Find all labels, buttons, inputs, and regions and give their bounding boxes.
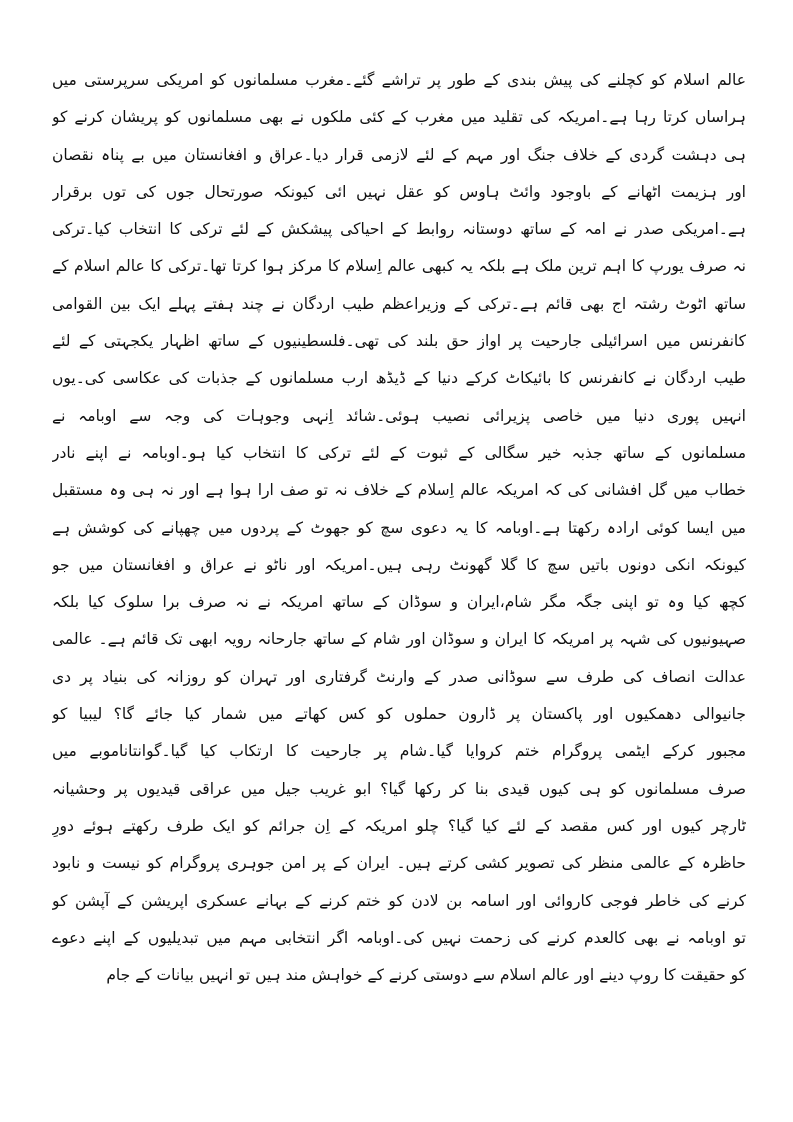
text-line: ٹارچر کیوں اور کس مقصد کے لئے کیا گیا؟ چلو امریکہ کے اِن جرائم کو ایک طرف رکھتے ہوئے دورِ <box>52 816 746 835</box>
text-line: طیب اردگان نے کانفرنس کا بائیکاٹ کرکے دنیا کے ڈیڈھ ارب مسلمانوں کے جذبات کی عکاسی کی۔یوں <box>52 369 746 388</box>
text-line: ہے۔امریکی صدر نے امہ کے ساتھ دوستانہ روابط کے احیاکی پیشکش کے لئے ترکی کا انتخاب کیا۔ترکی <box>52 220 746 239</box>
text-line: نہ صرف یورپ کا اہم ترین ملک ہے بلکہ یہ کبھی عالم اِسلام کا مرکز ہوا کرتا تھا۔ترکی کا عالم اسلام کے <box>52 257 746 276</box>
text-line: اور ہزیمت اٹھانے کے باوجود وائٹ ہاوس کو عقل نہیں ائی کیونکہ صورتحال جوں کی توں برقرار <box>52 182 746 201</box>
text-line: خطاب میں گل افشانی کی کہ امریکہ عالم اِسلام کے خلاف نہ تو صف ارا ہوا ہے اور نہ ہی وہ مستقبل <box>52 481 746 500</box>
text-line: جانیوالی دھمکیوں اور پاکستان پر ڈارون حملوں کو کس کھاتے میں شمار کیا جائے گا؟ لیبیا کو <box>52 705 746 724</box>
text-line: مجبور کرکے ایٹمی پروگرام ختم کروایا گیا۔شام پر جارحیت کا ارتکاب کیا گیا۔گوانتاناموبے میں <box>52 742 746 761</box>
text-line: میں ایسا کوئی ارادہ رکھتا ہے۔اوبامہ کا یہ دعوی سچ کو جھوٹ کے پردوں میں چھپانے کی کوشش ہے <box>52 518 746 537</box>
text-line: عالم اسلام کو کچلنے کی پیش بندی کے طور پر تراشے گئے۔مغرب مسلمانوں کو امریکی سرپرستی میں <box>52 71 746 89</box>
text-line: حاظرہ کے عالمی منظر کی تصویر کشی کرتے ہیں۔ ایران کے پر امن جوہری پروگرام کو نیست و نابود <box>52 854 746 873</box>
text-line: کانفرنس میں اسرائیلی جارحیت پر اواز حق بلند کی تھی۔فلسطینیوں کے ساتھ اظہار یکجہتی کے لئے <box>52 332 746 351</box>
text-line: ہی دہشت گردی کے خلاف جنگ اور مہم کے لئے لازمی قرار دیا۔عراق و افغانستان میں بے پناہ نقصان <box>52 145 746 164</box>
text-line: صرف مسلمانوں کو ہی کیوں قیدی بنا کر رکھا گیا؟ ابو غریب جیل میں عراقی قیدیوں پر وحشیانہ <box>52 779 746 798</box>
text-line: انہیں پوری دنیا میں خاصی پزیرائی نصیب ہوئی۔شائد اِنہی وجوہات کی وجہ سے اوبامہ نے <box>52 406 746 425</box>
article-body <box>52 62 746 994</box>
text-line: ساتھ اٹوٹ رشتہ اج بھی قائم ہے۔ترکی کے وزیراعظم طیب اردگان نے چند ہفتے پہلے ایک بین القوامی <box>52 294 746 313</box>
text-line: کچھ کیا وہ تو اپنی جگہ مگر شام،ایران و سوڈان کے ساتھ امریکہ نے نہ صرف برا سلوک کیا بلکہ <box>52 593 746 612</box>
text-line: کرنے کی خاطر فوجی کاروائی اور اسامہ بن لادن کو ختم کرنے کے بہانے عسکری اپریشن کے آپشن کو <box>52 891 746 910</box>
text-line: کیونکہ انکی دونوں باتیں سچ کا گلا گھونٹ رہی ہیں۔امریکہ اور ناٹو نے عراق و افغانستان میں جو <box>52 555 746 574</box>
text-line: تو اوبامہ نے بھی کالعدم کرنے کی زحمت نہیں کی۔اوبامہ اگر انتخابی مہم میں تبدیلیوں کے اپنے دعوے <box>52 928 746 947</box>
text-line: صہیونیوں کی شہہ پر امریکہ کا ایران و سوڈان اور شام کے ساتھ جارحانہ رویہ ابھی تک قائم ہے۔ عالمی <box>52 630 746 649</box>
text-line: عدالت انصاف کی طرف سے سوڈانی صدر کے وارنٹ گرفتاری اور تہران کو روزانہ کی بنیاد پر دی <box>52 667 746 686</box>
text-line: مسلمانوں کے ساتھ جذبہ خیر سگالی کے ثبوت کے لئے ترکی کا انتخاب کیا ہو۔اوبامہ نے اپنے نادر <box>52 443 746 462</box>
text-line: ہراساں کرتا رہا ہے۔امریکہ کی تقلید میں مغرب کے کئی ملکوں نے بھی مسلمانوں کو پریشان کرنے کو <box>52 108 746 127</box>
text-line: کو حقیقت کا روپ دینے اور عالم اسلام سے دوستی کرنے کے خواہش مند ہیں تو انہیں بیانات کے جام <box>106 966 746 985</box>
